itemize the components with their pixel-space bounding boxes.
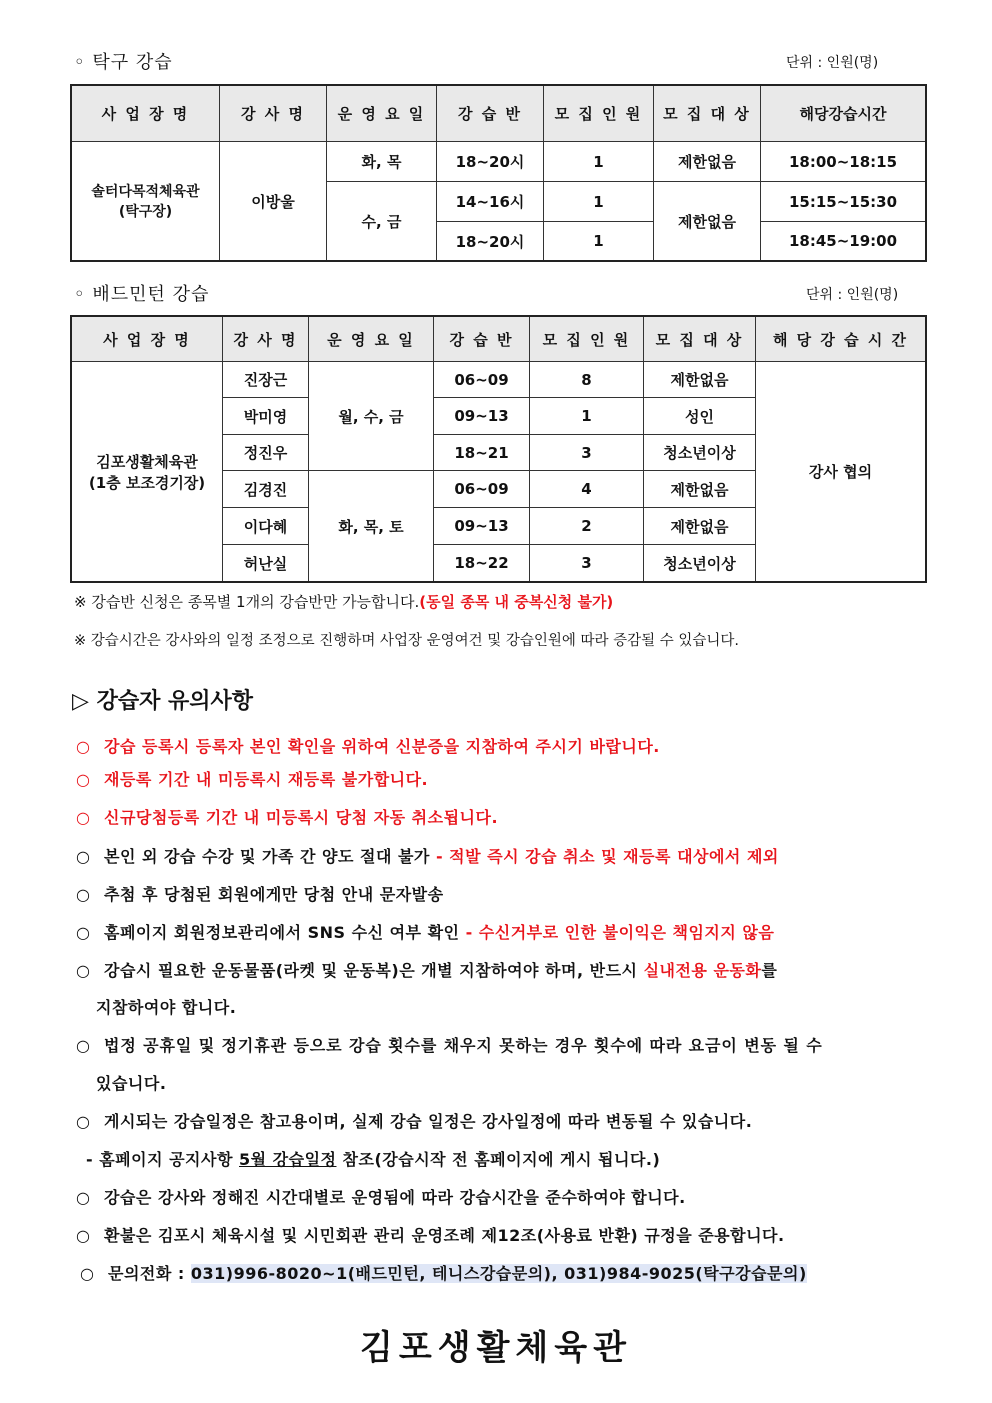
table-tennis-table: [71, 85, 926, 261]
instructor-cell: 박미영: [223, 398, 309, 435]
instructor-cell: 허난실: [223, 545, 309, 582]
target-cell: 청소년이상: [644, 435, 756, 471]
bullet-icon: ○: [76, 1226, 91, 1245]
header-venue: 사 업 장 명: [72, 86, 220, 142]
precaution-item-10: [76, 1185, 686, 1208]
precautions-heading: ▷ 강습자 유의사항: [72, 689, 254, 714]
header-instructor: 강 사 명: [220, 86, 327, 142]
instructor-cell: 정진우: [223, 435, 309, 471]
precaution-text: 강습은 강사와 정해진 시간대별로 운영됨에 따라 강습시간을 준수하여야 합니다.: [104, 1188, 686, 1207]
bullet-icon: ○: [76, 1112, 91, 1131]
precaution-text: 참조(강습시작 전 홈페이지에 게시 됩니다.): [336, 1150, 661, 1169]
target-cell: 제한없음: [654, 142, 761, 182]
class-cell: 09~13: [434, 398, 530, 435]
count-cell: 3: [530, 435, 644, 471]
bullet-icon: ○: [76, 737, 91, 756]
precaution-item-8-line2: 있습니다.: [96, 1074, 167, 1093]
count-cell: 1: [530, 398, 644, 435]
class-cell: 09~13: [434, 508, 530, 545]
target-cell: 성인: [644, 398, 756, 435]
bullet-icon: ○: [80, 1264, 95, 1283]
schedule-link: 5월 강습일정: [239, 1150, 337, 1169]
header-days: 운 영 요 일: [327, 86, 437, 142]
precaution-item-6: [76, 920, 774, 943]
precaution-item-9: [76, 1109, 752, 1132]
precaution-text: 게시되는 강습일정은 참고용이며, 실제 강습 일정은 강사일정에 따라 변동될 수 있습니다.: [104, 1112, 753, 1131]
precaution-text: 법정 공휴일 및 정기휴관 등으로 강습 횟수를 채우지 못하는 경우 횟수에 따라 요금이 변동 될 수: [104, 1036, 823, 1055]
time-cell: 강사 협의: [756, 362, 926, 582]
instructor-cell: 김경진: [223, 471, 309, 508]
precaution-text: 신규당첨등록 기간 내 미등록시 당첨 자동 취소됩니다.: [104, 808, 499, 827]
header-count: 모 집 인 원: [544, 86, 654, 142]
days-cell: 월, 수, 금: [309, 362, 434, 471]
count-cell: 4: [530, 471, 644, 508]
count-cell: 2: [530, 508, 644, 545]
bullet-icon: ○: [76, 923, 91, 942]
precaution-item-1: [76, 734, 660, 757]
target-cell: 청소년이상: [644, 545, 756, 582]
precaution-text: 본인 외 강습 수강 및 가족 간 양도 절대 불가: [104, 847, 430, 866]
count-cell: 3: [530, 545, 644, 582]
precaution-item-3: [76, 805, 498, 828]
header-count: 모 집 인 원: [530, 317, 644, 362]
precaution-text: 추첨 후 당첨된 회원에게만 당첨 안내 문자발송: [104, 885, 444, 904]
precaution-item-7: [76, 958, 777, 981]
class-cell: 18~20시: [437, 222, 544, 261]
venue-name: 김포생활체육관: [96, 452, 198, 471]
table-tennis-title: ◦ 탁구 강습: [74, 52, 173, 73]
class-cell: 06~09: [434, 362, 530, 398]
table-tennis-unit: 단위 : 인원(명): [786, 55, 879, 71]
class-cell: 18~20시: [437, 142, 544, 182]
header-days: 운 영 요 일: [309, 317, 434, 362]
precaution-item-4: [76, 844, 779, 867]
header-class: 강 습 반: [437, 86, 544, 142]
class-cell: 14~16시: [437, 182, 544, 222]
bullet-icon: ○: [76, 885, 91, 904]
precaution-text: 강습시 필요한 운동물품(라켓 및 운동복)은 개별 지참하여야 하며, 반드시: [104, 961, 644, 980]
note-1: [74, 591, 613, 612]
precaution-item-12: [80, 1261, 807, 1284]
precaution-warning: 실내전용 운동화: [643, 961, 762, 980]
footer-title: 김포생활체육관: [360, 1328, 632, 1368]
precaution-text: 재등록 기간 내 미등록시 재등록 불가합니다.: [104, 770, 429, 789]
precaution-text: 홈페이지 회원정보관리에서 SNS 수신 여부 확인: [104, 923, 460, 942]
badminton-title: ◦ 배드민턴 강습: [74, 284, 210, 305]
contact-label: 문의전화 :: [108, 1264, 191, 1283]
target-cell: 제한없음: [644, 362, 756, 398]
class-cell: 18~21: [434, 435, 530, 471]
venue-sub: (탁구장): [118, 204, 173, 220]
target-cell: 제한없음: [654, 182, 761, 261]
bullet-icon: ○: [76, 1036, 91, 1055]
header-time: 해 당 강 습 시 간: [756, 317, 926, 362]
note-2: ※ 강습시간은 강사와의 일정 조정으로 진행하며 사업장 운영여건 및 강습인원에 따라 증감될 수 있습니다.: [74, 633, 739, 649]
days-cell: 화, 목, 토: [309, 471, 434, 582]
instructor-cell: 이방울: [220, 142, 327, 261]
bullet-icon: ○: [76, 770, 91, 789]
bullet-icon: ○: [76, 808, 91, 827]
header-venue: 사 업 장 명: [72, 317, 223, 362]
precaution-warning: - 수신거부로 인한 불이익은 책임지지 않음: [459, 923, 775, 942]
target-cell: 제한없음: [644, 508, 756, 545]
days-cell: 화, 목: [327, 142, 437, 182]
header-target: 모 집 대 상: [654, 86, 761, 142]
header-target: 모 집 대 상: [644, 317, 756, 362]
instructor-cell: 이다혜: [223, 508, 309, 545]
time-cell: 18:00~18:15: [761, 142, 926, 182]
precaution-item-8: [76, 1033, 823, 1056]
count-cell: 8: [530, 362, 644, 398]
note-1-warning: (동일 종목 내 중복신청 불가): [419, 593, 614, 611]
venue-sub: (1층 보조경기장): [88, 473, 206, 492]
precaution-text: - 홈페이지 공지사항: [86, 1150, 239, 1169]
class-cell: 06~09: [434, 471, 530, 508]
precaution-text: 강습 등록시 등록자 본인 확인을 위하여 신분증을 지참하여 주시기 바랍니다.: [104, 737, 660, 756]
precaution-item-11: [76, 1223, 785, 1246]
precaution-text: 환불은 김포시 체육시설 및 시민회관 관리 운영조례 제12조(사용료 반환) 규정을 준용합니다.: [104, 1226, 785, 1245]
header-class: 강 습 반: [434, 317, 530, 362]
count-cell: 1: [544, 142, 654, 182]
precaution-item-7-line2: 지참하여야 합니다.: [96, 998, 237, 1017]
precaution-warning: - 적발 즉시 강습 취소 및 재등록 대상에서 제외: [429, 847, 779, 866]
precaution-item-5: [76, 882, 444, 905]
badminton-unit: 단위 : 인원(명): [806, 287, 899, 303]
days-cell: 수, 금: [327, 182, 437, 261]
instructor-cell: 진장근: [223, 362, 309, 398]
bullet-icon: ○: [76, 961, 91, 980]
venue-cell: [72, 142, 220, 261]
note-1-text: ※ 강습반 신청은 종목별 1개의 강습반만 가능합니다.: [74, 593, 420, 611]
precaution-text: 를: [761, 961, 778, 980]
bullet-icon: ○: [76, 1188, 91, 1207]
badminton-table: [71, 316, 926, 582]
time-cell: 15:15~15:30: [761, 182, 926, 222]
target-cell: 제한없음: [644, 471, 756, 508]
header-time: 해당강습시간: [761, 86, 926, 142]
header-instructor: 강 사 명: [223, 317, 309, 362]
class-cell: 18~22: [434, 545, 530, 582]
venue-cell: [72, 362, 223, 582]
precaution-item-2: [76, 767, 428, 790]
precaution-item-9-sub: [86, 1147, 660, 1170]
contact-phone: 031)996-8020~1(배드민턴, 테니스강습문의), 031)984-9025(탁구강습문의): [190, 1264, 807, 1283]
count-cell: 1: [544, 222, 654, 261]
time-cell: 18:45~19:00: [761, 222, 926, 261]
count-cell: 1: [544, 182, 654, 222]
venue-name: 솔터다목적체육관: [91, 184, 200, 200]
bullet-icon: ○: [76, 847, 91, 866]
